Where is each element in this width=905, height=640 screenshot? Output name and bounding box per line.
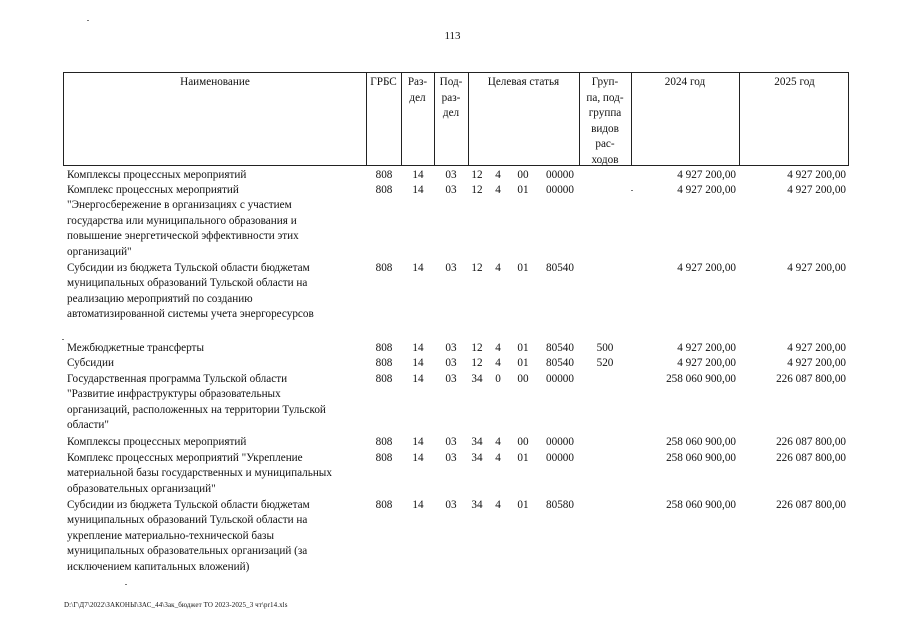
row-name: Комплексы процессных мероприятий — [67, 436, 247, 448]
header-2024: 2024 год — [664, 76, 706, 88]
table-header — [63, 72, 849, 166]
row-name: Государственная программа Тульской области "Развитие инфраструктуры образовательных организаций, расположенных на территории Тульской области" — [67, 373, 326, 432]
scan-speck — [631, 190, 633, 191]
scan-speck — [62, 339, 64, 340]
row-name: Комплекс процессных мероприятий "Энергосбережение в организациях с участием государства или муниципального образования и повышение энергетической эффективности этих организаций" — [67, 184, 299, 258]
row-name: Субсидии из бюджета Тульской области бюджетам муниципальных образований Тульской области на реализацию мероприятий по созданию автоматизированной системы учета энергоресурсов — [67, 262, 314, 321]
header-expense-group: Груп- па, под- группа видов рас- ходов — [586, 76, 624, 166]
scan-speck — [87, 20, 89, 21]
header-podrazdel: Под- раз- дел — [439, 76, 463, 119]
header-2025: 2025 год — [774, 76, 815, 88]
row-name: Субсидии — [67, 357, 114, 369]
header-grbs: ГРБС — [370, 76, 397, 88]
row-name: Межбюджетные трансферты — [67, 342, 204, 354]
page-number: 113 — [444, 30, 461, 42]
row-name: Комплексы процессных мероприятий — [67, 169, 247, 181]
row-name: Комплекс процессных мероприятий "Укрепление материальной базы государственных и муниципальных образовательных организаций" — [67, 452, 332, 495]
file-path-footer: D:\Г\Д7\2022\ЗАКОНЫ\ЗАС_44\3ак_бюджет ТО 2023-2025_3 чт\pr14.xls — [64, 601, 288, 609]
row-name: Субсидии из бюджета Тульской области бюджетам муниципальных образований Тульской области на укрепление материально-технической базы муниципальных образовательных организаций (за исключением капитальных вложений) — [67, 499, 310, 573]
header-target-article: Целевая статья — [487, 76, 560, 88]
header-razdel: Раз- дел — [407, 76, 428, 104]
scan-speck — [125, 584, 127, 585]
header-name: Наименование — [180, 76, 250, 88]
